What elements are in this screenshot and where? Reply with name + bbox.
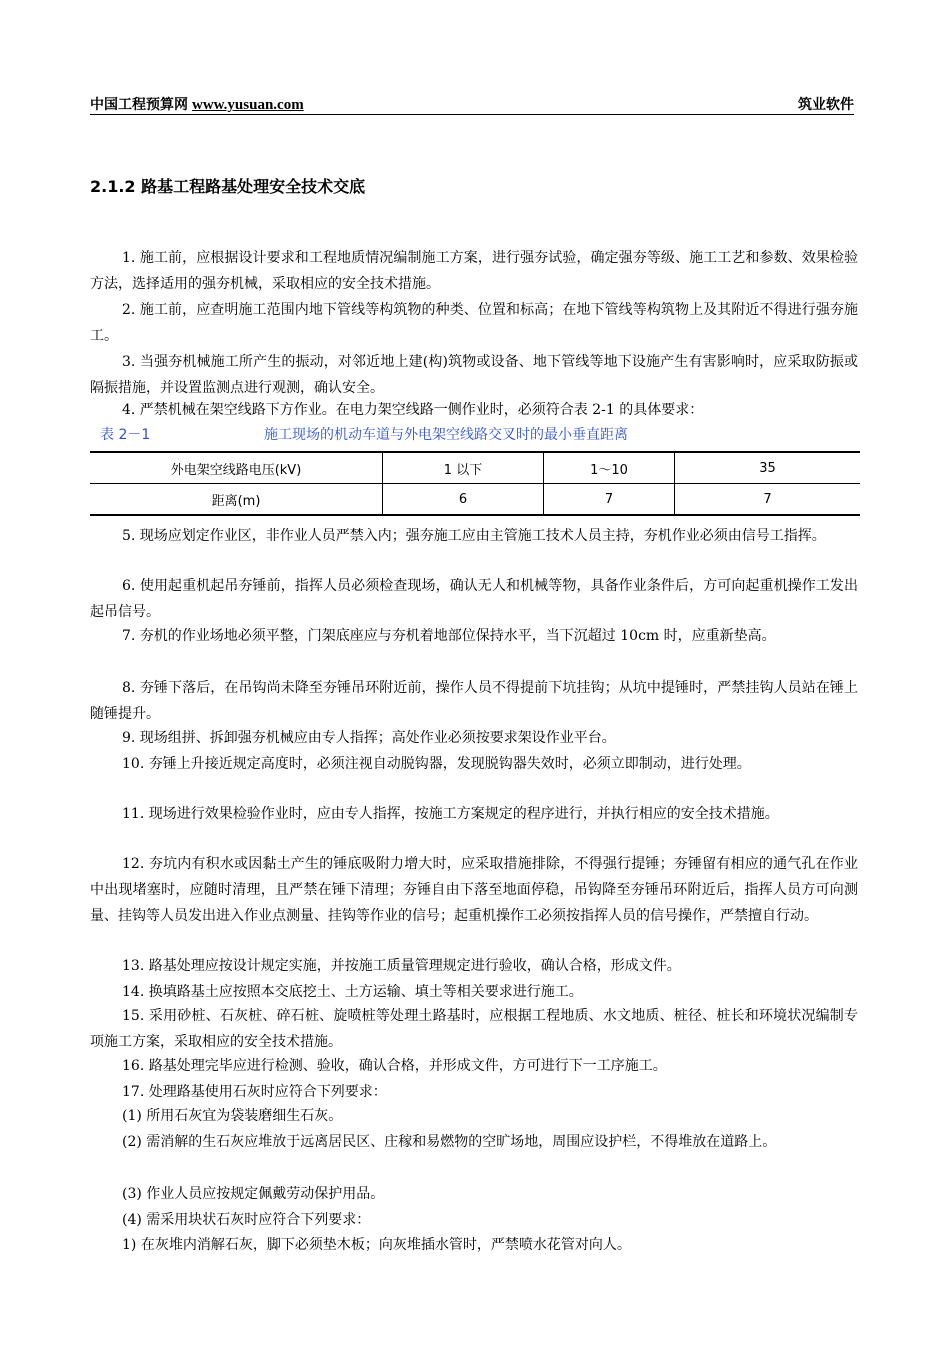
table-cell: 7	[544, 484, 675, 516]
paragraph-15: 15. 采用砂桩、石灰桩、碎石桩、旋喷桩等处理土路基时，应根据工程地质、水文地质、桩径、桩长和环境状况编制专项施工方案，采取相应的安全技术措施。	[90, 1008, 858, 1050]
paragraph-17: 17. 处理路基使用石灰时应符合下列要求：	[122, 1084, 387, 1100]
paragraph-17-3: (3) 作业人员应按规定佩戴劳动保护用品。	[122, 1186, 385, 1202]
header-left	[90, 94, 304, 114]
paragraph-14: 14. 换填路基土应按照本交底挖土、土方运输、填土等相关要求进行施工。	[122, 984, 583, 1000]
paragraph-10: 10. 夯锤上升接近规定高度时，必须注视自动脱钩器，发现脱钩器失效时，必须立即制动，进行处理。	[122, 756, 751, 772]
table-cell: 35	[675, 452, 861, 484]
table-cell: 1 以下	[383, 452, 544, 484]
paragraph-17-2: (2) 需消解的生石灰应堆放于远离居民区、庄稼和易燃物的空旷场地，周围应设护栏，不得堆放在道路上。	[122, 1134, 777, 1150]
paragraph-9: 9. 现场组拼、拆卸强夯机械应由专人指挥；高处作业必须按要求架设作业平台。	[122, 730, 616, 746]
header-url-link[interactable]: www.yusuan.com	[192, 97, 304, 113]
page-header	[90, 92, 854, 115]
paragraph-17-4-1: 1) 在灰堆内消解石灰，脚下必须垫木板；向灰堆插水管时，严禁喷水花管对向人。	[122, 1237, 631, 1253]
header-right: 筑业软件	[798, 97, 854, 113]
section-title: 2.1.2 路基工程路基处理安全技术交底	[90, 177, 366, 196]
table-cell: 6	[383, 484, 544, 516]
table-cell: 外电架空线路电压(kV)	[90, 452, 383, 484]
table-caption-text: 施工现场的机动车道与外电架空线路交叉时的最小垂直距离	[264, 427, 628, 443]
paragraph-8: 8. 夯锤下落后，在吊钩尚未降至夯锤吊环附近前，操作人员不得提前下坑挂钩；从坑中提锤时，严禁挂钩人员站在锤上随锤提升。	[90, 680, 858, 722]
table-row	[90, 484, 860, 516]
table-caption-number: 表 2－1	[100, 427, 151, 443]
paragraph-1: 1. 施工前，应根据设计要求和工程地质情况编制施工方案，进行强夯试验，确定强夯等级、施工工艺和参数、效果检验方法，选择适用的强夯机械，采取相应的安全技术措施。	[90, 250, 858, 292]
paragraph-12: 12. 夯坑内有积水或因黏土产生的锤底吸附力增大时，应采取措施排除，不得强行提锤；夯锤留有相应的通气孔在作业中出现堵塞时，应随时清理，且严禁在锤下清理；夯锤自由下落至地面停稳，吊钩降至夯锤吊环附近后，指挥人员方可向测量、挂钩等人员发出进入作业点测量、挂钩等作业的信号；起重机操作工必须按指挥人员的信号操作，严禁擅自行动。	[90, 856, 858, 924]
table-cell: 距离(m)	[90, 484, 383, 516]
paragraph-16: 16. 路基处理完毕应进行检测、验收，确认合格，并形成文件，方可进行下一工序施工。	[122, 1058, 667, 1074]
paragraph-7: 7. 夯机的作业场地必须平整，门架底座应与夯机着地部位保持水平，当下沉超过 10cm 时，应重新垫高。	[122, 628, 776, 644]
table-row	[90, 452, 860, 484]
paragraph-17-1: (1) 所用石灰宜为袋装磨细生石灰。	[122, 1108, 343, 1124]
paragraph-11: 11. 现场进行效果检验作业时，应由专人指挥，按施工方案规定的程序进行，并执行相应的安全技术措施。	[122, 806, 779, 822]
paragraph-4: 4. 严禁机械在架空线路下方作业。在电力架空线路一侧作业时，必须符合表 2-1 的具体要求：	[122, 402, 704, 418]
header-site-name: 中国工程预算网	[90, 97, 188, 113]
paragraph-13: 13. 路基处理应按设计规定实施，并按施工质量管理规定进行验收，确认合格，形成文件。	[122, 958, 681, 974]
paragraph-5: 5. 现场应划定作业区，非作业人员严禁入内；强夯施工应由主管施工技术人员主持，夯机作业必须由信号工指挥。	[122, 528, 826, 544]
paragraph-3: 3. 当强夯机械施工所产生的振动，对邻近地上建(构)筑物或设备、地下管线等地下设施产生有害影响时，应采取防振或隔振措施，并设置监测点进行观测，确认安全。	[90, 354, 858, 396]
table-cell: 1～10	[544, 452, 675, 484]
paragraph-2: 2. 施工前，应查明施工范围内地下管线等构筑物的种类、位置和标高；在地下管线等构筑物上及其附近不得进行强夯施工。	[90, 302, 858, 344]
paragraph-17-4: (4) 需采用块状石灰时应符合下列要求：	[122, 1212, 371, 1228]
distance-table	[90, 451, 860, 516]
paragraph-6: 6. 使用起重机起吊夯锤前，指挥人员必须检查现场，确认无人和机械等物，具备作业条件后，方可向起重机操作工发出起吊信号。	[90, 578, 858, 620]
table-cell: 7	[675, 484, 861, 516]
table-caption	[100, 424, 800, 444]
